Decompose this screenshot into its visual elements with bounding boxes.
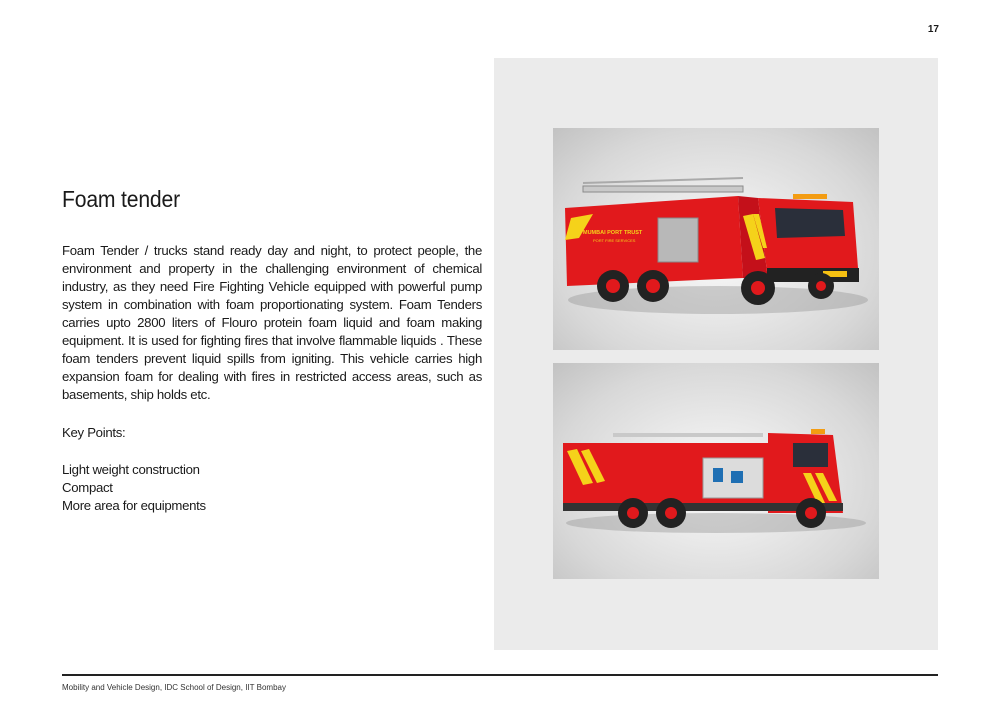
footer-divider [62, 674, 938, 676]
list-item: More area for equipments [62, 498, 206, 513]
body-paragraph: Foam Tender / trucks stand ready day and night, to protect people, the environment and property in the challenging environment of chemical industry, as they need Fire Fighting Vehicle equipped with powerful pump system in combination with foam proportionating system. Foam Tenders carries upto 2800 liters of Flouro protein foam liquid and foam making equipment. It is used for fighting fires that involve flammable liquids . These foam tenders prevent liquid spills from igniting. This vehicle carries high expansion foam for dealing with fires in restricted access areas, such as basements, ship holds etc. [62, 243, 482, 402]
list-item: Compact [62, 480, 113, 495]
page-number: 17 [927, 24, 939, 35]
section-title: Foam tender [62, 186, 180, 212]
list-item: Light weight construction [62, 462, 200, 477]
footer-text: Mobility and Vehicle Design, IDC School of Design, IIT Bombay [62, 683, 286, 692]
image-panel [494, 58, 938, 650]
key-points-heading: Key Points: [62, 425, 126, 440]
truck-sublettering: PORT FIRE SERVICES [593, 238, 636, 243]
fire-truck-photo-side [553, 363, 879, 579]
fire-truck-side-illustration [553, 363, 879, 579]
fire-truck-photo-front [553, 128, 879, 350]
truck-lettering: MUMBAI PORT TRUST [583, 230, 643, 236]
key-points-list [62, 461, 206, 515]
fire-truck-front-illustration [553, 128, 879, 350]
